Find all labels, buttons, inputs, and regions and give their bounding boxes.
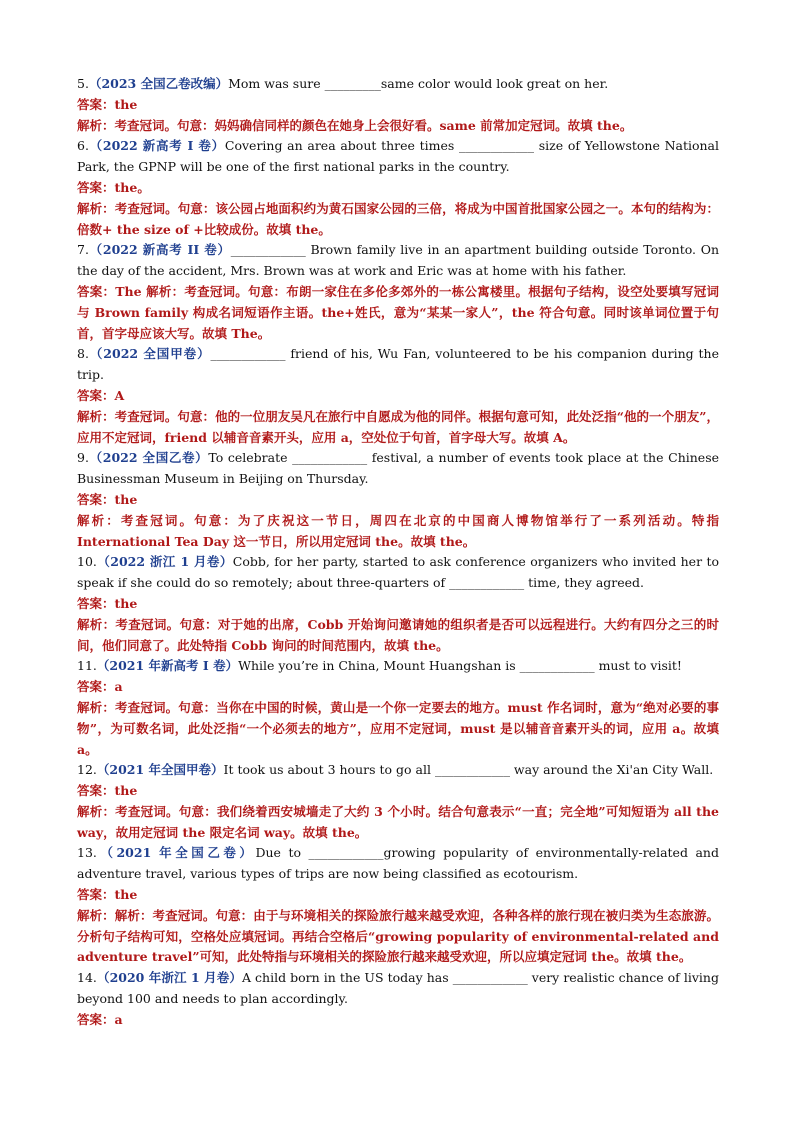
stem-before: Due to bbox=[255, 845, 309, 861]
explanation: 解析：考查冠词。句意：我们绕着西安城墙走了大约 3 个小时。结合句意表示“一直；完全地”可知短语为 all the way，故用定冠词 the 限定名词 way。故填 the。 bbox=[77, 803, 719, 840]
stem-after: must to visit! bbox=[594, 658, 682, 674]
stem-before: While you’re in China, Mount Huangshan is bbox=[238, 658, 520, 674]
question-stem bbox=[77, 136, 719, 178]
answer-blank: ____________ bbox=[459, 138, 535, 154]
answer-line: 答案：a bbox=[77, 679, 123, 695]
question-source: （2022 新高考 I 卷） bbox=[88, 138, 225, 154]
stem-after: very realistic chance of living beyond 100 and needs to plan accordingly. bbox=[77, 970, 719, 1007]
stem-after: growing popularity of environmentally-related and adventure travel, various types of trips are now being classified as ecotourism. bbox=[77, 845, 719, 882]
answer-blank: ____________ bbox=[230, 242, 306, 258]
question-item bbox=[77, 656, 719, 760]
question-stem bbox=[77, 656, 719, 677]
question-source: （2022 全国乙卷） bbox=[88, 450, 209, 466]
question-item bbox=[77, 968, 719, 1030]
stem-after: size of Yellowstone National Park, the GPNP will be one of the first national parks in the country. bbox=[77, 138, 720, 175]
answer-blank: ____________ bbox=[210, 346, 286, 362]
question-item bbox=[77, 74, 719, 136]
answer-blank: _________ bbox=[324, 76, 381, 91]
question-number: 13. bbox=[77, 845, 97, 861]
question-number: 11. bbox=[77, 658, 97, 674]
stem-after: Brown family live in an apartment building outside Toronto. On the day of the accident, Mrs. Brown was at work and Eric was at home with his father. bbox=[77, 242, 719, 279]
answer-and-explanation: 答案：The 解析：考查冠词。句意：布朗一家住在多伦多郊外的一栋公寓楼里。根据句子结构，设空处要填写冠词与 Brown family 构成名词短语作主语。the+姓氏，意为“某某一家人”，the 符合句意。同时该单词位置于句首，首字母应该大写。故填 The。 bbox=[77, 283, 719, 341]
answer-line: 答案：the。 bbox=[77, 179, 150, 195]
question-number: 14. bbox=[77, 970, 97, 986]
question-stem bbox=[77, 760, 719, 781]
stem-before: Covering an area about three times bbox=[224, 138, 460, 154]
answer-line: 答案：A bbox=[77, 387, 125, 403]
question-source: （2023 全国乙卷改编） bbox=[88, 76, 229, 91]
answer-blank: ____________ bbox=[292, 450, 368, 466]
question-stem bbox=[77, 344, 719, 386]
stem-before: Mom was sure bbox=[228, 76, 325, 91]
question-source: （2021 年新高考 I 卷） bbox=[96, 658, 239, 674]
stem-before: A child born in the US today has bbox=[241, 970, 453, 986]
question-source: （2021 年全国乙卷） bbox=[96, 845, 256, 861]
answer-blank: ____________ bbox=[452, 970, 528, 986]
question-source: （2022 浙江 1 月卷） bbox=[96, 554, 233, 570]
question-item bbox=[77, 448, 719, 552]
question-stem bbox=[77, 552, 719, 594]
question-stem bbox=[77, 240, 719, 282]
question-number: 9. bbox=[77, 450, 89, 466]
question-number: 5. bbox=[77, 76, 89, 91]
stem-after: festival, a number of events took place at the Chinese Businessman Museum in Beijing on Thursday. bbox=[77, 450, 720, 487]
explanation: 解析：考查冠词。句意：当你在中国的时候，黄山是一个你一定要去的地方。must 作名词时，意为“绝对必要的事物”，为可数名词，此处泛指“一个必须去的地方”，应用不定冠词，must 是以辅音音素开头的词，应用 a。故填 a。 bbox=[77, 699, 719, 757]
question-source: （2021 年全国甲卷） bbox=[96, 762, 224, 778]
question-source: （2020 年浙江 1 月卷） bbox=[96, 970, 242, 986]
answer-blank: ____________ bbox=[519, 658, 595, 674]
question-item bbox=[77, 552, 719, 656]
question-number: 6. bbox=[77, 138, 89, 154]
stem-before: To celebrate bbox=[208, 450, 293, 466]
question-stem bbox=[77, 74, 719, 95]
question-item bbox=[77, 344, 719, 448]
question-number: 10. bbox=[77, 554, 97, 570]
stem-after: time, they agreed. bbox=[524, 575, 645, 591]
question-source: （2022 新高考 II 卷） bbox=[88, 242, 231, 258]
answer-line: 答案：the bbox=[77, 96, 138, 112]
stem-after: way around the Xi'an City Wall. bbox=[509, 762, 714, 778]
answer-blank: ____________ bbox=[449, 575, 525, 591]
question-number: 12. bbox=[77, 762, 97, 778]
stem-after: friend of his, Wu Fan, volunteered to be his companion during the trip. bbox=[77, 346, 719, 383]
answer-line: 答案：the bbox=[77, 595, 138, 611]
question-stem bbox=[77, 843, 719, 885]
question-stem bbox=[77, 968, 719, 1010]
answer-line: 答案：the bbox=[77, 491, 138, 507]
explanation: 解析：解析：考查冠词。句意：由于与环境相关的探险旅行越来越受欢迎，各种各样的旅行现在被归类为生态旅游。分析句子结构可知，空格处应填冠词。再结合空格后“growing popularity of environmental-related and adventure travel”可知，此处特指与环境相关的探险旅行越来越受欢迎，所以应填定冠词 the。故填 the。 bbox=[77, 907, 719, 965]
question-source: （2022 全国甲卷） bbox=[88, 346, 211, 362]
question-list bbox=[77, 74, 719, 1031]
answer-line: 答案：a bbox=[77, 1011, 123, 1027]
stem-before: It took us about 3 hours to go all bbox=[223, 762, 435, 778]
answer-line: 答案：the bbox=[77, 887, 138, 903]
answer-blank: ____________ bbox=[434, 762, 510, 778]
question-item bbox=[77, 136, 719, 240]
explanation: 解析：考查冠词。句意：该公园占地面积约为黄石国家公园的三倍，将成为中国首批国家公园之一。本句的结构为：倍数+ the size of +比较成份。故填 the。 bbox=[77, 200, 719, 237]
stem-before: Cobb, for her party, started to ask conference organizers who invited her to speak if she could do so remotely; about three-quarters of bbox=[77, 554, 720, 591]
explanation: 解析：考查冠词。句意：为了庆祝这一节日，周四在北京的中国商人博物馆举行了一系列活动。特指 International Tea Day 这一节日，所以用定冠词 the。故填 the。 bbox=[77, 512, 719, 549]
question-stem bbox=[77, 448, 719, 490]
answer-line: 答案：the bbox=[77, 783, 138, 799]
stem-after: same color would look great on her. bbox=[380, 76, 609, 91]
explanation: 解析：考查冠词。句意：妈妈确信同样的颜色在她身上会很好看。same 前常加定冠词。故填 the。 bbox=[77, 117, 633, 133]
question-number: 8. bbox=[77, 346, 89, 362]
question-item bbox=[77, 760, 719, 843]
question-number: 7. bbox=[77, 242, 89, 258]
question-item bbox=[77, 240, 719, 344]
answer-blank: ____________ bbox=[308, 845, 384, 861]
question-item bbox=[77, 843, 719, 968]
explanation: 解析：考查冠词。句意：对于她的出席，Cobb 开始询问邀请她的组织者是否可以远程进行。大约有四分之三的时间，他们同意了。此处特指 Cobb 询问的时间范围内，故填 the。 bbox=[77, 616, 719, 653]
explanation: 解析：考查冠词。句意：他的一位朋友吴凡在旅行中自愿成为他的同伴。根据句意可知，此处泛指“他的一个朋友”，应用不定冠词，friend 以辅音音素开头，应用 a，空处位于句首，首字母大写。故填 A。 bbox=[77, 408, 719, 445]
